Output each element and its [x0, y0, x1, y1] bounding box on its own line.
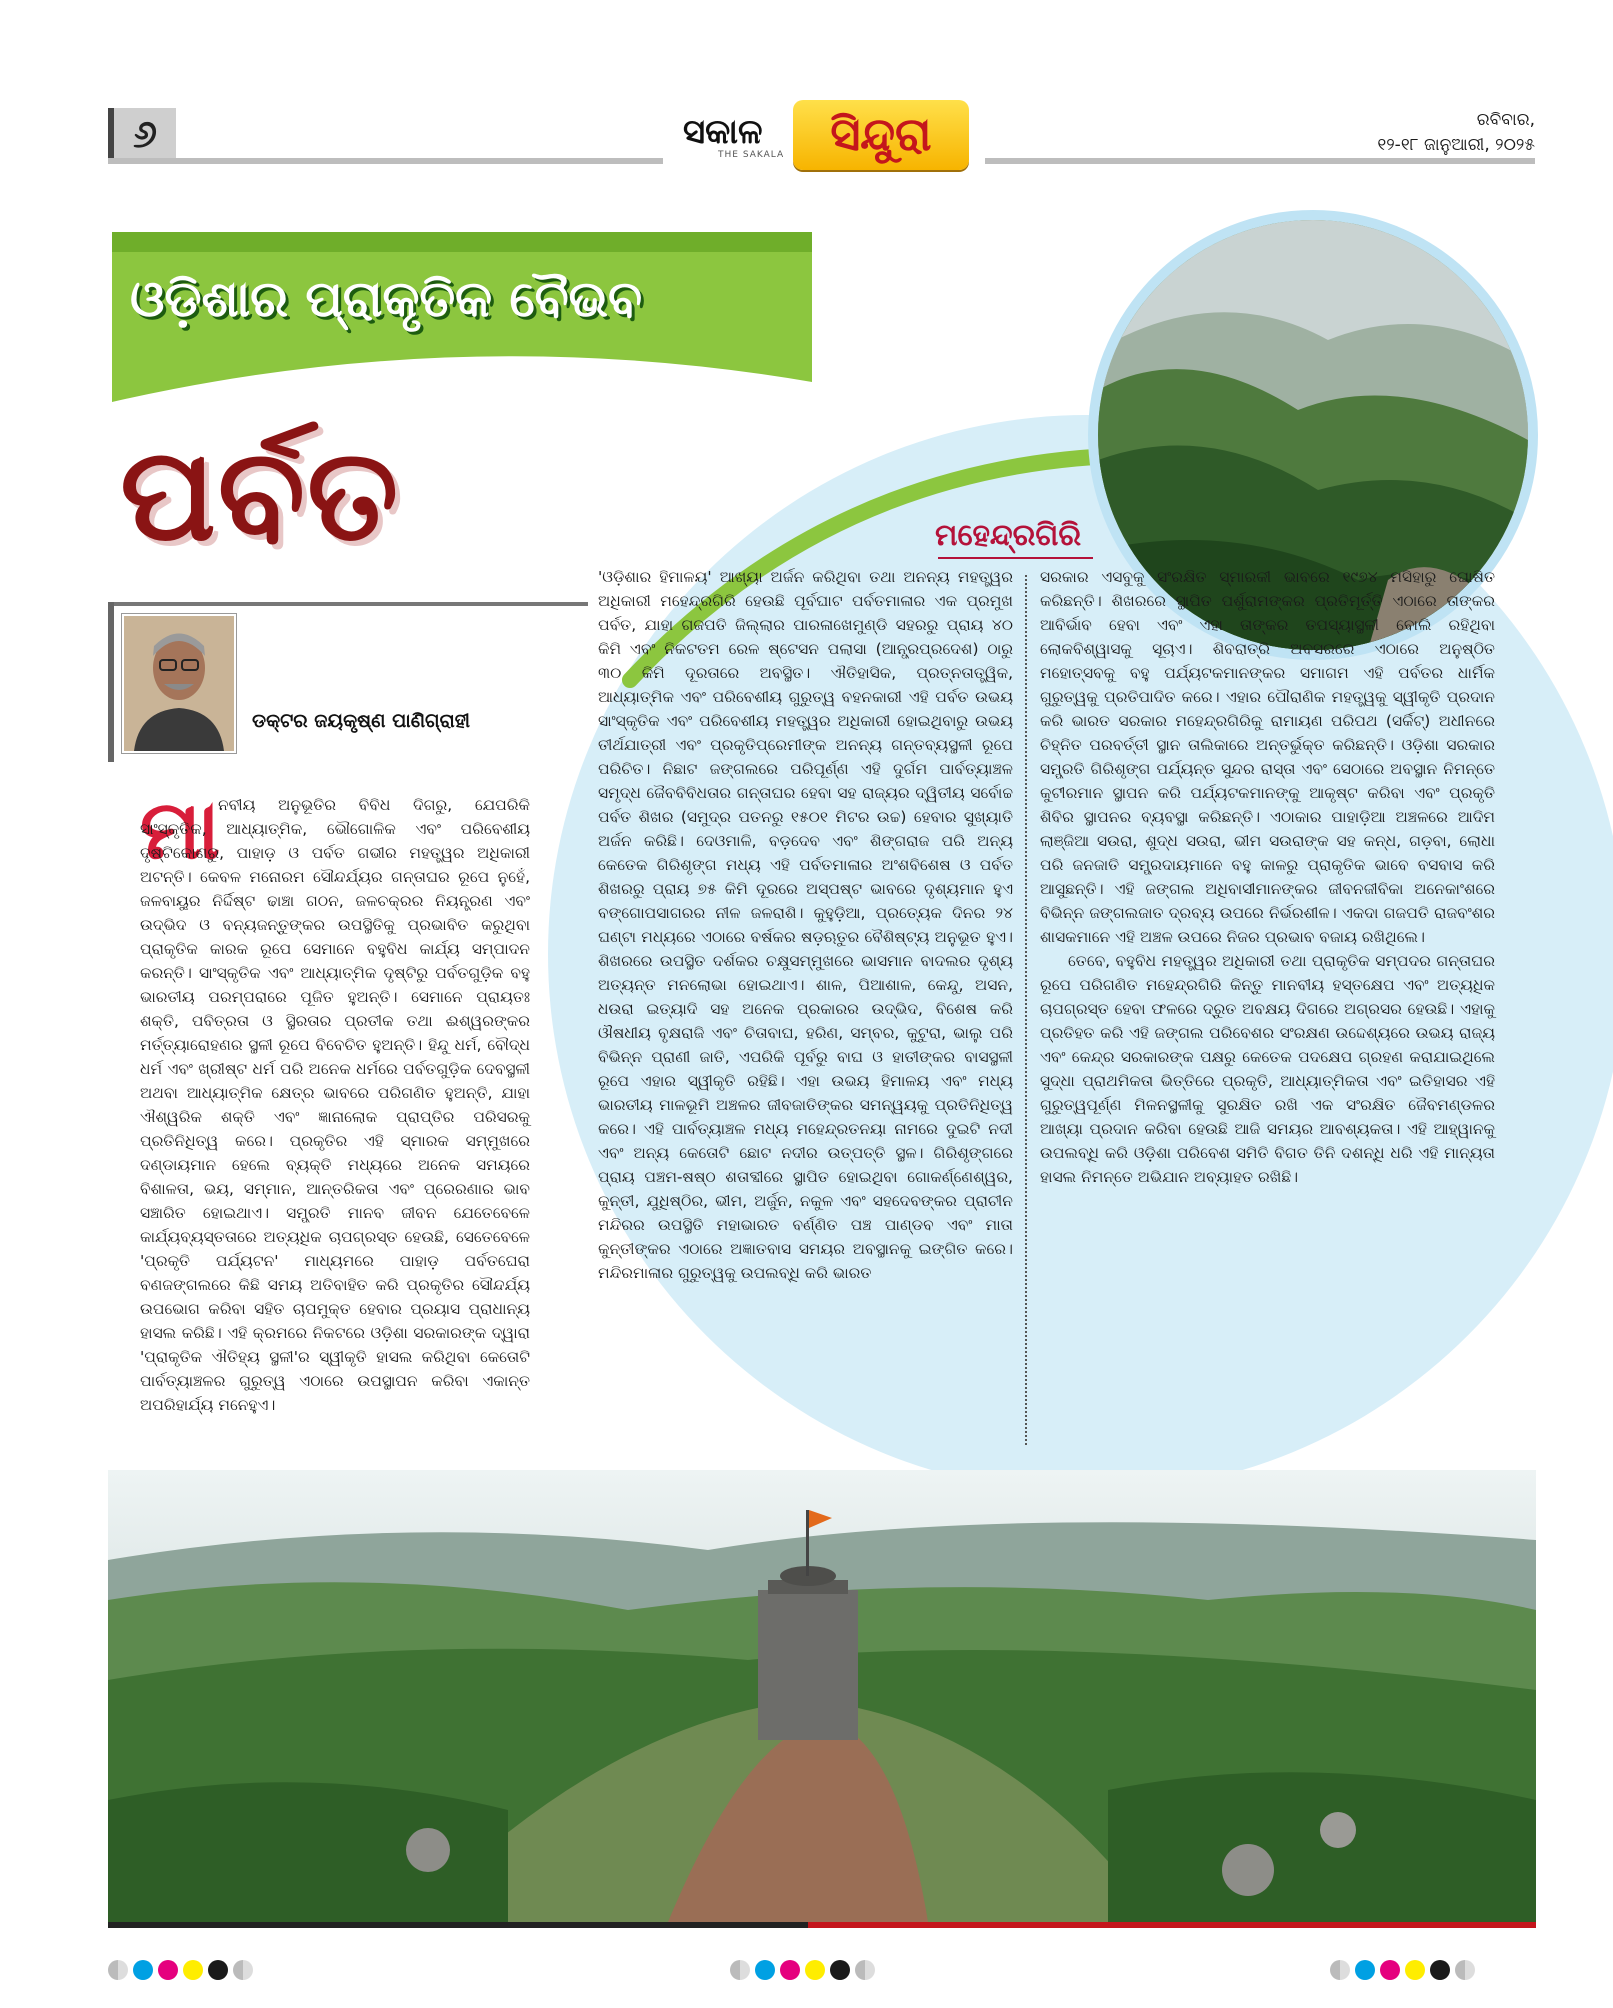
reg-yellow-icon [805, 1960, 825, 1980]
section-right-text-2: ତେବେ, ବହୁବିଧ ମହତ୍ତ୍ୱର ଅଧିକାରୀ ତଥା ପ୍ରାକୃତିକ ସମ୍ପଦର ଗନ୍ତାଘର ରୂପେ ପରିଗଣିତ ମହେନ୍ଦ୍ରଗିରି କିନ୍ତୁ ମାନବୀୟ ହସ୍ତକ୍ଷେପ ଏବଂ ଅତ୍ୟଧିକ ଚାପଗ୍ରସ୍ତ ହେବା ଫଳରେ ଦ୍ରୁତ ଅବକ୍ଷୟ ଦିଗରେ ଅଗ୍ରସର ହେଉଛି। ଏହାକୁ ପ୍ରତିହତ କରି ଏହି ଜଙ୍ଗଲ ପରିବେଶର ସଂରକ୍ଷଣ ଉଦ୍ଦେଶ୍ୟରେ ଉଭୟ ରାଜ୍ୟ ଏବଂ କେନ୍ଦ୍ର ସରକାରଙ୍କ ପକ୍ଷରୁ କେତେକ ପଦକ୍ଷେପ ଗ୍ରହଣ କରାଯାଇଥିଲେ ସୁଦ୍ଧା ପ୍ରାଥମିକତା ଭିତ୍ତିରେ ପ୍ରକୃତି, ଆଧ୍ୟାତ୍ମିକତା ଏବଂ ଇତିହାସର ଏହି ଗୁରୁତ୍ୱପୂର୍ଣ୍ଣ ମିଳନସ୍ଥଳୀକୁ ସୁରକ୍ଷିତ ରଖି ଏକ ସଂରକ୍ଷିତ ଜୈବମଣ୍ଡଳର ଆଖ୍ୟା ପ୍ରଦାନ କରିବା ହେଉଛି ଆଜି ସମୟର ଆବଶ୍ୟକତା। ଏହି ଆହ୍ୱାନକୁ ଉପଲବ୍ଧି କରି ଓଡ଼ିଶା ପରିବେଶ ସମିତି ବିଗତ ତିନି ଦଶନ୍ଧି ଧରି ଏହି ମାନ୍ୟତା ହାସଲ ନିମନ୍ତେ ଅଭିଯାନ ଅବ୍ୟାହତ ରଖିଛି। [1040, 952, 1495, 1186]
intro-drop-cap: ମା [140, 783, 221, 878]
reg-cyan-icon [755, 1960, 775, 1980]
registration-marks-left [108, 1960, 253, 1980]
author-rule-horizontal [108, 602, 588, 606]
author-name: ଡକ୍ଟର ଜୟକୃଷ୍ଣ ପାଣିଗ୍ରାହୀ [252, 710, 470, 732]
section-left-text: 'ଓଡ଼ିଶାର ହିମାଳୟ' ଆଖ୍ୟା ଅର୍ଜନ କରିଥିବା ତଥା ଅନନ୍ୟ ମହତ୍ତ୍ୱର ଅଧିକାରୀ ମହେନ୍ଦ୍ରଗିରି ହେଉଛି ପୂର୍ବଘାଟ ପର୍ବତମାଳାର ଏକ ପ୍ରମୁଖ ପର୍ବତ, ଯାହା ଗଜପତି ଜିଲ୍ଲାର ପାରଳାଖେମୁଣ୍ଡି ସହରରୁ ପ୍ରାୟ ୪୦ କିମି ଏବଂ ନିକଟତମ ରେଳ ଷ୍ଟେସନ ପଲାସା (ଆନ୍ଧ୍ରପ୍ରଦେଶ) ଠାରୁ ୩୦ କିମି ଦୂରତାରେ ଅବସ୍ଥିତ। ଐତିହାସିକ, ପ୍ରତ୍ନତାତ୍ତ୍ୱିକ, ଆଧ୍ୟାତ୍ମିକ ଏବଂ ପରିବେଶୀୟ ଗୁରୁତ୍ୱ ବହନକାରୀ ଏହି ପର୍ବତ ଉଭୟ ସାଂସ୍କୃତିକ ଏବଂ ପରିବେଶୀୟ ମହତ୍ତ୍ୱର ଅଧିକାରୀ ହୋଇଥିବାରୁ ଉଭୟ ତୀର୍ଥଯାତ୍ରୀ ଏବଂ ପ୍ରକୃତିପ୍ରେମୀଙ୍କ ଅନନ୍ୟ ଗନ୍ତବ୍ୟସ୍ଥଳୀ ରୂପେ ପରିଚିତ। ନିଛାଟ ଜଙ୍ଗଲରେ ପରିପୂର୍ଣ୍ଣ ଏହି ଦୁର୍ଗମ ପାର୍ବତ୍ୟାଞ୍ଚଳ ସମୃଦ୍ଧ ଜୈବବିବିଧତାର ଗନ୍ତାଘର ହେବା ସହ ରାଜ୍ୟର ଦ୍ୱିତୀୟ ସର୍ବୋଚ୍ଚ ପର୍ବତ ଶିଖର (ସମୁଦ୍ର ପତନରୁ ୧୫୦୧ ମିଟର ଉଚ୍ଚ) ହେବାର ସୁଖ୍ୟାତି ଅର୍ଜନ କରିଛି। ଦେଓମାଳି, ବଡ଼ଦେବ ଏବଂ ଶିଙ୍ଗରାଜ ପରି ଅନ୍ୟ କେତେକ ଗିରିଶୃଙ୍ଗ ମଧ୍ୟ ଏହି ପର୍ବତମାଳାର ଅଂଶବିଶେଷ ଓ ପର୍ବତ ଶିଖରରୁ ପ୍ରାୟ ୭୫ କିମି ଦୂରରେ ଅସ୍ପଷ୍ଟ ଭାବରେ ଦୃଶ୍ୟମାନ ହୁଏ ବଙ୍ଗୋପସାଗରର ନୀଳ ଜଳରାଶି। କୁହୁଡ଼ିଆ, ପ୍ରତ୍ୟେକ ଦିନର ୨୪ ଘଣ୍ଟା ମଧ୍ୟରେ ଏଠାରେ ବର୍ଷକର ଷଡ଼ଋତୁର ବୈଶିଷ୍ଟ୍ୟ ଅନୁଭୂତ ହୁଏ। ଶିଖରରେ ଉପସ୍ଥିତ ଦର୍ଶକର ଚକ୍ଷୁସମ୍ମୁଖରେ ଭାସମାନ ବାଦଲର ଦୃଶ୍ୟ ଅତ୍ୟନ୍ତ ମନଲୋଭା ହୋଇଥାଏ। ଶାଳ, ପିଆଶାଳ, କେନ୍ଦୁ, ଅସନ, ଧଉରା ଇତ୍ୟାଦି ସହ ଅନେକ ପ୍ରକାରର ଉଦ୍ଭିଦ, ବିଶେଷ କରି ଔଷଧୀୟ ବୃକ୍ଷରାଜି ଏବଂ ଚିତାବାଘ, ହରିଣ, ସମ୍ବର, କୁଟୁରା, ଭାଲୁ ପରି ବିଭିନ୍ନ ପ୍ରାଣୀ ଜାତି, ଏପରିକି ପୂର୍ବରୁ ବାଘ ଓ ହାତୀଙ୍କର ବାସସ୍ଥଳୀ ରୂପେ ଏହାର ସ୍ୱୀକୃତି ରହିଛି। ଏହା ଉଭୟ ହିମାଳୟ ଏବଂ ମଧ୍ୟ ଭାରତୀୟ ମାଳଭୂମି ଅଞ୍ଚଳର ଜୀବଜାତିଙ୍କର ସମନ୍ୱୟକୁ ପ୍ରତିନିଧିତ୍ୱ କରେ। ଏହି ପାର୍ବତ୍ୟାଞ୍ଚଳ ମଧ୍ୟ ମହେନ୍ଦ୍ରତନୟା ନାମରେ ଦୁଇଟି ନଦୀ ଏବଂ ଅନ୍ୟ କେତୋଟି ଛୋଟ ନଦୀର ଉତ୍ପତ୍ତି ସ୍ଥଳ। ଗିରିଶୃଙ୍ଗରେ ପ୍ରାୟ ପଞ୍ଚମ-ଷଷ୍ଠ ଶତାବ୍ଦୀରେ ସ୍ଥାପିତ ହୋଇଥିବା ଗୋକର୍ଣ୍ଣେଶ୍ୱର, କୁନ୍ତୀ, ଯୁଧିଷ୍ଠିର, ଭୀମ, ଅର୍ଜୁନ, ନକୁଳ ଏବଂ ସହଦେବଙ୍କର ପ୍ରାଚୀନ ମନ୍ଦିରର ଉପସ୍ଥିତି ମହାଭାରତ ବର୍ଣ୍ଣିତ ପଞ୍ଚ ପାଣ୍ଡବ ଏବଂ ମାତା କୁନ୍ତୀଙ୍କର ଏଠାରେ ଅଜ୍ଞାତବାସ ସମୟର ଅବସ୍ଥାନକୁ ଇଙ୍ଗିତ କରେ। ମନ୍ଦିରମାଳାର ଗୁରୁତ୍ୱକୁ ଉପଲବ୍ଧି କରି ଭାରତ [598, 568, 1013, 1282]
author-photo [122, 614, 236, 753]
reg-gray-icon [233, 1960, 253, 1980]
article-subtitle: ଓଡ଼ିଶାର ପ୍ରାକୃତିକ ବୈଭବ [130, 270, 643, 328]
page-number: ୬ [108, 108, 176, 160]
reg-magenta-icon [158, 1960, 178, 1980]
brand-sakal-subtitle: THE SAKALA [718, 150, 785, 160]
header-rule-left [108, 158, 663, 164]
reg-cyan-icon [133, 1960, 153, 1980]
temple-hilltop-photo [108, 1470, 1536, 1922]
header-day: ରବିବାର, [1476, 110, 1535, 130]
reg-magenta-icon [1380, 1960, 1400, 1980]
article-title: ପର୍ବତ [120, 420, 401, 570]
reg-black-icon [1430, 1960, 1450, 1980]
reg-cyan-icon [1355, 1960, 1375, 1980]
reg-gray-icon [108, 1960, 128, 1980]
author-rule-vertical [108, 602, 114, 762]
intro-text: ନବୀୟ ଅନୁଭୂତିର ବିବିଧ ଦିଗରୁ, ଯେପରିକି ସାଂସ୍କୃତିକ, ଆଧ୍ୟାତ୍ମିକ, ଭୌଗୋଳିକ ଏବଂ ପରିବେଶୀୟ ଦୃଷ୍ଟିକୋଣରୁ, ପାହାଡ଼ ଓ ପର୍ବତ ଗଭୀର ମହତ୍ତ୍ୱର ଅଧିକାରୀ ଅଟନ୍ତି। କେବଳ ମନୋରମ ସୌନ୍ଦର୍ଯ୍ୟର ଗନ୍ତାଘର ରୂପେ ନୁହେଁ, ଜଳବାୟୁର ନିର୍ଦ୍ଦିଷ୍ଟ ଢାଞ୍ଚା ଗଠନ, ଜଳଚକ୍ରର ନିୟନ୍ତ୍ରଣ ଏବଂ ଉଦ୍ଭିଦ ଓ ବନ୍ୟଜନ୍ତୁଙ୍କର ଉପସ୍ଥିତିକୁ ପ୍ରଭାବିତ କରୁଥିବା ପ୍ରାକୃତିକ କାରକ ରୂପେ ସେମାନେ ବହୁବିଧ କାର୍ଯ୍ୟ ସମ୍ପାଦନ କରନ୍ତି। ସାଂସ୍କୃତିକ ଏବଂ ଆଧ୍ୟାତ୍ମିକ ଦୃଷ୍ଟିରୁ ପର୍ବତଗୁଡ଼ିକ ବହୁ ଭାରତୀୟ ପରମ୍ପରାରେ ପୂଜିତ ହୁଅନ୍ତି। ସେମାନେ ପ୍ରାୟତଃ ଶକ୍ତି, ପବିତ୍ରତା ଓ ସ୍ଥିରତାର ପ୍ରତୀକ ତଥା ଈଶ୍ୱରଙ୍କର ମର୍ତ୍ତ୍ୟାରୋହଣର ସ୍ଥଳୀ ରୂପେ ବିବେଚିତ ହୁଅନ୍ତି। ହିନ୍ଦୁ ଧର୍ମ, ବୌଦ୍ଧ ଧର୍ମ ଏବଂ ଖ୍ରୀଷ୍ଟ ଧର୍ମ ପରି ଅନେକ ଧର୍ମରେ ପର୍ବତଗୁଡ଼ିକ ଦେବସ୍ଥଳୀ ଅଥବା ଆଧ୍ୟାତ୍ମିକ କ୍ଷେତ୍ର ଭାବରେ ପରିଗଣିତ ହୁଅନ୍ତି, ଯାହା ଐଶ୍ୱରିକ ଶକ୍ତି ଏବଂ ଜ୍ଞାନାଲୋକ ପ୍ରାପ୍ତିର ପରିସରକୁ ପ୍ରତିନିଧିତ୍ୱ କରେ। ପ୍ରକୃତିର ଏହି ସ୍ମାରକ ସମ୍ମୁଖରେ ଦଣ୍ଡାୟମାନ ହେଲେ ବ୍ୟକ୍ତି ମଧ୍ୟରେ ଅନେକ ସମୟରେ ବିଶାଳତା, ଭୟ, ସମ୍ମାନ, ଆନ୍ତରିକତା ଏବଂ ପ୍ରେରଣାର ଭାବ ସଞ୍ଚାରିତ ହୋଇଥାଏ। ସମ୍ପ୍ରତି ମାନବ ଜୀବନ ଯେତେବେଳେ କାର୍ଯ୍ୟବ୍ୟସ୍ତତାରେ ଅତ୍ୟଧିକ ଚାପଗ୍ରସ୍ତ ହେଉଛି, ସେତେବେଳେ 'ପ୍ରକୃତି ପର୍ଯ୍ୟଟନ' ମାଧ୍ୟମରେ ପାହାଡ଼ ପର୍ବତଘେରା ବଣଜଙ୍ଗଲରେ କିଛି ସମୟ ଅତିବାହିତ କରି ପ୍ରକୃତିର ସୌନ୍ଦର୍ଯ୍ୟ ଉପଭୋଗ କରିବା ସହିତ ଚାପମୁକ୍ତ ହେବାର ପ୍ରୟାସ ପ୍ରାଧାନ୍ୟ ହାସଲ କରିଛି। ଏହି କ୍ରମରେ ନିକଟରେ ଓଡ଼ିଶା ସରକାରଙ୍କ ଦ୍ୱାରା 'ପ୍ରାକୃତିକ ଐତିହ୍ୟ ସ୍ଥଳୀ'ର ସ୍ୱୀକୃତି ହାସଲ କରିଥିବା କେତୋଟି ପାର୍ବତ୍ୟାଞ୍ଚଳର ଗୁରୁତ୍ୱ ଏଠାରେ ଉପସ୍ଥାପନ କରିବା ଏକାନ୍ତ ଅପରିହାର୍ଯ୍ୟ ମନେହୁଏ। [140, 796, 530, 1414]
header-date: ୧୨-୧୮ ଜାନୁଆରୀ, ୨୦୨୫ [1377, 135, 1535, 155]
footer-rule-right [808, 1922, 1536, 1928]
reg-gray-icon [1455, 1960, 1475, 1980]
brand-sindura-logo: ସିନ୍ଦୁରା [793, 100, 969, 170]
intro-text-block [140, 793, 530, 1417]
brand-sakal-logo: ସକାଳ [683, 112, 763, 152]
reg-black-icon [208, 1960, 228, 1980]
reg-magenta-icon [780, 1960, 800, 1980]
section-heading-rule [938, 557, 1093, 559]
footer-rule-left [108, 1922, 808, 1928]
column-divider [1025, 575, 1029, 1445]
section-column-left [598, 565, 1013, 1285]
reg-gray-icon [855, 1960, 875, 1980]
reg-yellow-icon [1405, 1960, 1425, 1980]
header-rule-right [985, 158, 1535, 164]
section-right-text-1: ସରକାର ଏସବୁକୁ ସଂରକ୍ଷିତ ସ୍ମାରକୀ ଭାବରେ ୧୯୭୪ ମସିହାରୁ ଘୋଷିତ କରିଛନ୍ତି। ଶିଖରରେ ସ୍ଥାପିତ ପର୍ଶୁରାମଙ୍କର ପ୍ରତିମୂର୍ତ୍ତି ଏଠାରେ ତାଙ୍କର ଆବିର୍ଭାବ ହେବା ଏବଂ ଏହା ତାଙ୍କର ତପସ୍ୟାସ୍ଥଳୀ ବୋଲି ରହିଥିବା ଲୋକବିଶ୍ୱାସକୁ ସୂଚାଏ। ଶିବରାତ୍ରି ଅବସରରେ ଏଠାରେ ଅନୁଷ୍ଠିତ ମହୋତ୍ସବକୁ ବହୁ ପର୍ଯ୍ୟଟକମାନଙ୍କର ସମାଗମ ଏହି ପର୍ବତର ଧାର୍ମିକ ଗୁରୁତ୍ୱକୁ ପ୍ରତିପାଦିତ କରେ। ଏହାର ପୌରାଣିକ ମହତ୍ତ୍ୱକୁ ସ୍ୱୀକୃତି ପ୍ରଦାନ କରି ଭାରତ ସରକାର ମହେନ୍ଦ୍ରଗିରିକୁ ରାମାୟଣ ପରିପଥ (ସର୍କିଟ୍) ଅଧୀନରେ ଚିହ୍ନିତ ପରବର୍ତ୍ତୀ ସ୍ଥାନ ତାଲିକାରେ ଅନ୍ତର୍ଭୁକ୍ତ କରିଛନ୍ତି। ଓଡ଼ିଶା ସରକାର ସମ୍ପ୍ରତି ଗିରିଶୃଙ୍ଗ ପର୍ଯ୍ୟନ୍ତ ସୁନ୍ଦର ରାସ୍ତା ଏବଂ ସେଠାରେ ଅବସ୍ଥାନ ନିମନ୍ତେ କୁଟୀରମାନ ସ୍ଥାପନ କରି ପର୍ଯ୍ୟଟକମାନଙ୍କୁ ଆକୃଷ୍ଟ କରିବା ଏବଂ ପ୍ରକୃତି ଶିବିର ସ୍ଥାପନର ବ୍ୟବସ୍ଥା କରିଛନ୍ତି। ଏଠାକାର ପାହାଡ଼ିଆ ଅଞ୍ଚଳରେ ଆଦିମ ଲାଞ୍ଜିଆ ସଉରା, ଶୁଦ୍ଧ ସଉରା, ଭୀମ ସଉରାଙ୍କ ସହ କନ୍ଧ, ଗଡ଼ବା, ଲୋଧା ପରି ଜନଜାତି ସମ୍ପ୍ରଦାୟମାନେ ବହୁ କାଳରୁ ପ୍ରାକୃତିକ ଭାବେ ବସବାସ କରି ଆସୁଛନ୍ତି। ଏହି ଜଙ୍ଗଲ ଅଧିବାସୀମାନଙ୍କର ଜୀବନଜୀବିକା ଅନେକାଂଶରେ ବିଭିନ୍ନ ଜଙ୍ଗଲଜାତ ଦ୍ରବ୍ୟ ଉପରେ ନିର୍ଭରଶୀଳ। ଏକଦା ଗଜପତି ରାଜବଂଶର ଶାସକମାନେ ଏହି ଅଞ୍ଚଳ ଉପରେ ନିଜର ପ୍ରଭାବ ବଜାୟ ରଖିଥିଲେ। [1040, 568, 1495, 946]
section-heading: ମହେନ୍ଦ୍ରଗିରି [935, 518, 1082, 553]
reg-gray-icon [1330, 1960, 1350, 1980]
temple-landscape-icon [108, 1470, 1536, 1922]
reg-gray-icon [730, 1960, 750, 1980]
registration-marks-center [730, 1960, 875, 1980]
author-portrait-icon [124, 616, 234, 751]
section-column-right [1040, 565, 1495, 1189]
reg-yellow-icon [183, 1960, 203, 1980]
reg-black-icon [830, 1960, 850, 1980]
registration-marks-right [1330, 1960, 1475, 1980]
